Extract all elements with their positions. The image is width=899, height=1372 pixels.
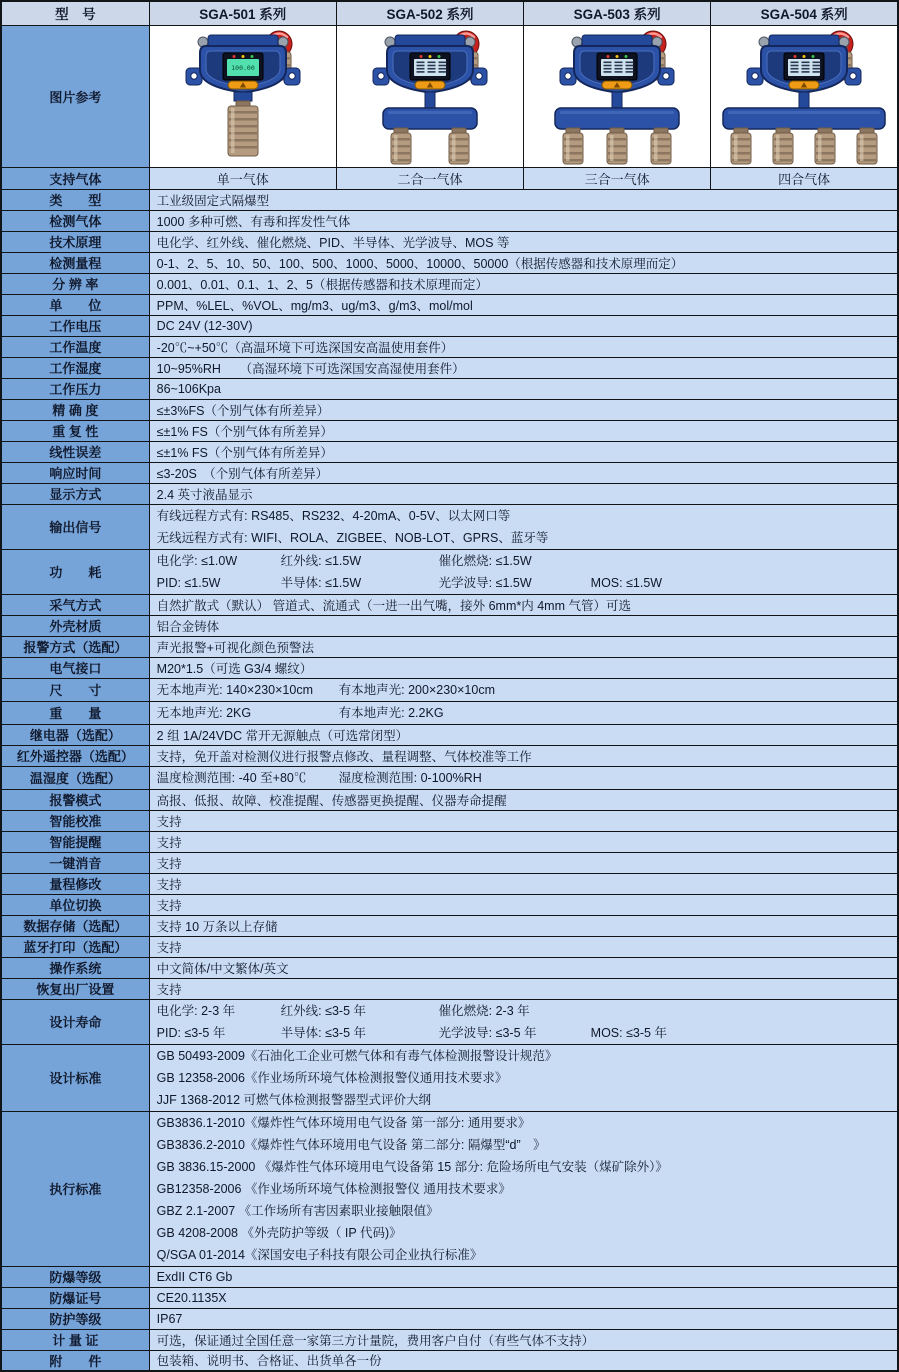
spec-row — [1, 724, 898, 745]
spec-value — [149, 766, 898, 789]
spec-value: CE20.1135X — [149, 1287, 898, 1308]
spec-value-line — [157, 572, 893, 594]
spec-value-segment: 半导体: ≤3-5 年 — [280, 1025, 367, 1040]
spec-value-line — [157, 1000, 893, 1022]
supported-gas-sga-501: 单一气体 — [149, 167, 336, 189]
spec-value-line: Q/SGA 01-2014《深国安电子科技有限公司企业执行标准》 — [156, 1247, 483, 1262]
product-photo-sga-502 — [336, 25, 523, 167]
spec-value-segment: 温度检测范围: -40 至+80℃ — [156, 770, 307, 785]
spec-label: 显示方式 — [1, 483, 149, 504]
spec-row — [1, 420, 898, 441]
spec-value-line: JJF 1368-2012 可燃气体检测报警器型式评价大纲 — [156, 1092, 432, 1107]
spec-label: 报警模式 — [1, 789, 149, 810]
spec-row — [1, 1111, 898, 1266]
spec-row — [1, 873, 898, 894]
spec-value-line: GB 4208-2008 《外壳防护等级（ IP 代码)》 — [156, 1225, 402, 1240]
spec-value-segment: 电化学: ≤1.0W — [156, 553, 238, 568]
spec-value: 0.001、0.01、0.1、1、2、5（根据传感器和技术原理而定） — [149, 273, 898, 294]
spec-label: 恢复出厂设置 — [1, 978, 149, 999]
spec-row — [1, 1350, 898, 1371]
spec-value — [149, 549, 898, 594]
spec-value: PPM、%LEL、%VOL、mg/m3、ug/m3、g/m3、mol/mol — [149, 294, 898, 315]
spec-label: 工作温度 — [1, 336, 149, 357]
spec-value: ≤3-20S （个别气体有所差异） — [149, 462, 898, 483]
spec-value — [149, 1044, 898, 1111]
spec-row — [1, 789, 898, 810]
spec-label: 智能提醒 — [1, 831, 149, 852]
spec-value-line: 有线远程方式有: RS485、RS232、4-20mA、0-5V、以太网口等 — [156, 508, 511, 523]
spec-value: 电化学、红外线、催化燃烧、PID、半导体、光学波导、MOS 等 — [149, 231, 898, 252]
spec-row — [1, 378, 898, 399]
spec-label: 智能校准 — [1, 810, 149, 831]
spec-label: 一键消音 — [1, 852, 149, 873]
spec-row — [1, 594, 898, 615]
spec-value — [149, 999, 898, 1044]
spec-value — [149, 701, 898, 724]
spec-label: 工作电压 — [1, 315, 149, 336]
spec-value: 2.4 英寸液晶显示 — [149, 483, 898, 504]
spec-row — [1, 189, 898, 210]
spec-value: 高报、低报、故障、校准提醒、传感器更换提醒、仪器寿命提醒 — [149, 789, 898, 810]
image-row-label: 图片参考 — [1, 25, 149, 167]
spec-value-segment: MOS: ≤1.5W — [590, 575, 663, 590]
spec-row — [1, 273, 898, 294]
spec-value: 支持，免开盖对检测仪进行报警点修改、量程调整、气体校准等工作 — [149, 745, 898, 766]
supported-gas-label: 支持气体 — [1, 167, 149, 189]
spec-row — [1, 978, 898, 999]
spec-row — [1, 657, 898, 678]
spec-value: 2 组 1A/24VDC 常开无源触点（可选常闭型） — [149, 724, 898, 745]
spec-value-segment: 光学波导: ≤3-5 年 — [438, 1025, 537, 1040]
spec-row — [1, 894, 898, 915]
spec-row — [1, 745, 898, 766]
spec-label: 蓝牙打印（选配） — [1, 936, 149, 957]
spec-label: 精 确 度 — [1, 399, 149, 420]
spec-label: 设计寿命 — [1, 999, 149, 1044]
spec-row — [1, 315, 898, 336]
spec-value-line: GB3836.2-2010《爆炸性气体环境用电气设备 第二部分: 隔爆型“d” 》 — [156, 1137, 546, 1152]
spec-row — [1, 252, 898, 273]
spec-value-line: GB 50493-2009《石油化工企业可燃气体和有毒气体检测报警设计规范》 — [156, 1048, 558, 1063]
spec-value-segment: 湿度检测范围: 0-100%RH — [338, 770, 482, 785]
model-header-sga-502: SGA-502 系列 — [336, 1, 523, 25]
supported-gas-sga-504: 四合气体 — [711, 167, 898, 189]
spec-label: 单位切换 — [1, 894, 149, 915]
spec-row — [1, 483, 898, 504]
spec-value: 支持 — [149, 978, 898, 999]
spec-row — [1, 231, 898, 252]
spec-value-line — [157, 550, 893, 572]
spec-value-segment: 催化燃烧: ≤1.5W — [438, 553, 532, 568]
spec-value-line: GB3836.1-2010《爆炸性气体环境用电气设备 第一部分: 通用要求》 — [156, 1115, 531, 1130]
spec-row — [1, 462, 898, 483]
spec-value: 1000 多种可燃、有毒和挥发性气体 — [149, 210, 898, 231]
spec-value-segment: 光学波导: ≤1.5W — [438, 575, 532, 590]
product-photo-sga-503 — [524, 25, 711, 167]
supported-gas-row — [1, 167, 898, 189]
spec-value-segment: 无本地声光: 140×230×10cm — [156, 682, 313, 697]
spec-row — [1, 549, 898, 594]
spec-row — [1, 852, 898, 873]
spec-label: 输出信号 — [1, 504, 149, 549]
spec-label: 红外遥控器（选配） — [1, 745, 149, 766]
spec-value: 支持 — [149, 852, 898, 873]
spec-value-segment: 催化燃烧: 2-3 年 — [438, 1003, 530, 1018]
spec-row — [1, 999, 898, 1044]
spec-label: 操作系统 — [1, 957, 149, 978]
spec-label: 分 辨 率 — [1, 273, 149, 294]
spec-row — [1, 766, 898, 789]
product-photo-sga-504 — [711, 25, 898, 167]
spec-value: -20℃~+50℃（高温环境下可选深国安高温使用套件） — [149, 336, 898, 357]
spec-value: DC 24V (12-30V) — [149, 315, 898, 336]
spec-value: 声光报警+可视化颜色预警法 — [149, 636, 898, 657]
spec-row — [1, 1308, 898, 1329]
model-header-sga-504: SGA-504 系列 — [711, 1, 898, 25]
product-photo-sga-501 — [149, 25, 336, 167]
spec-value-segment: 无本地声光: 2KG — [156, 705, 252, 720]
spec-value: ≤±1% FS（个别气体有所差异） — [149, 420, 898, 441]
spec-value-segment: MOS: ≤3-5 年 — [590, 1025, 667, 1040]
spec-value-line: GBZ 2.1-2007 《工作场所有害因素职业接触限值》 — [156, 1203, 439, 1218]
model-header-sga-501: SGA-501 系列 — [149, 1, 336, 25]
spec-value: 0-1、2、5、10、50、100、500、1000、5000、10000、50000（根据传感器和技术原理而定） — [149, 252, 898, 273]
spec-value: 86~106Kpa — [149, 378, 898, 399]
spec-value: 可选，保证通过全国任意一家第三方计量院，费用客户自付（有些气体不支持） — [149, 1329, 898, 1350]
spec-value: 包装箱、说明书、合格证、出货单各一份 — [149, 1350, 898, 1371]
svg-text:100.00: 100.00 — [231, 63, 255, 72]
spec-row — [1, 441, 898, 462]
spec-row — [1, 915, 898, 936]
spec-value-segment: 有本地声光: 2.2KG — [338, 705, 444, 720]
spec-value: ≤±3%FS（个别气体有所差异） — [149, 399, 898, 420]
spec-label: 响应时间 — [1, 462, 149, 483]
spec-label: 量程修改 — [1, 873, 149, 894]
spec-value: 支持 — [149, 873, 898, 894]
spec-value-line — [157, 679, 893, 701]
spec-label: 防爆证号 — [1, 1287, 149, 1308]
spec-value — [149, 504, 898, 549]
spec-value-segment: 半导体: ≤1.5W — [280, 575, 362, 590]
model-header-row — [1, 1, 898, 25]
spec-value — [149, 1111, 898, 1266]
spec-label: 功 耗 — [1, 549, 149, 594]
spec-row — [1, 615, 898, 636]
spec-label: 电气接口 — [1, 657, 149, 678]
spec-label: 报警方式（选配） — [1, 636, 149, 657]
spec-row — [1, 678, 898, 701]
spec-value: 10~95%RH （高湿环境下可选深国安高湿使用套件） — [149, 357, 898, 378]
supported-gas-sga-502: 二合一气体 — [336, 167, 523, 189]
spec-row — [1, 1329, 898, 1350]
spec-value-line — [157, 767, 893, 789]
spec-value — [149, 678, 898, 701]
spec-label: 防护等级 — [1, 1308, 149, 1329]
spec-row — [1, 1287, 898, 1308]
spec-label: 继电器（选配） — [1, 724, 149, 745]
spec-label: 检测气体 — [1, 210, 149, 231]
spec-label: 工作湿度 — [1, 357, 149, 378]
spec-value-line: GB 3836.15-2000 《爆炸性气体环境用电气设备第 15 部分: 危险场所电气安装（煤矿除外）》 — [156, 1159, 668, 1174]
spec-row — [1, 399, 898, 420]
spec-value-segment: 有本地声光: 200×230×10cm — [338, 682, 495, 697]
spec-label: 检测量程 — [1, 252, 149, 273]
spec-label: 防爆等级 — [1, 1266, 149, 1287]
model-header-sga-503: SGA-503 系列 — [524, 1, 711, 25]
spec-value: 支持 — [149, 831, 898, 852]
spec-row — [1, 357, 898, 378]
spec-value: IP67 — [149, 1308, 898, 1329]
spec-label: 重 复 性 — [1, 420, 149, 441]
spec-label: 温湿度（选配） — [1, 766, 149, 789]
spec-value-segment: PID: ≤3-5 年 — [156, 1025, 226, 1040]
spec-value-segment: 红外线: ≤1.5W — [280, 553, 362, 568]
spec-row — [1, 810, 898, 831]
spec-label: 附 件 — [1, 1350, 149, 1371]
spec-row — [1, 831, 898, 852]
spec-value: 支持 — [149, 894, 898, 915]
spec-value: M20*1.5（可选 G3/4 螺纹） — [149, 657, 898, 678]
spec-value: 工业级固定式隔爆型 — [149, 189, 898, 210]
spec-value-segment: 红外线: ≤3-5 年 — [280, 1003, 367, 1018]
spec-label: 线性误差 — [1, 441, 149, 462]
spec-label: 单 位 — [1, 294, 149, 315]
spec-value: 中文简体/中文繁体/英文 — [149, 957, 898, 978]
spec-label: 重 量 — [1, 701, 149, 724]
spec-value: 支持 10 万条以上存储 — [149, 915, 898, 936]
spec-label: 技术原理 — [1, 231, 149, 252]
spec-row — [1, 1266, 898, 1287]
spec-value-line: GB 12358-2006《作业场所环境气体检测报警仪通用技术要求》 — [156, 1070, 508, 1085]
spec-value: 自然扩散式（默认） 管道式、流通式（一进一出气嘴，接外 6mm*内 4mm 气管）可选 — [149, 594, 898, 615]
spec-label: 尺 寸 — [1, 678, 149, 701]
spec-label: 计 量 证 — [1, 1329, 149, 1350]
spec-value: ≤±1% FS（个别气体有所差异） — [149, 441, 898, 462]
spec-value-line — [157, 1022, 893, 1044]
model-header-label: 型 号 — [1, 1, 149, 25]
spec-label: 数据存储（选配） — [1, 915, 149, 936]
spec-value: 支持 — [149, 936, 898, 957]
spec-label: 设计标准 — [1, 1044, 149, 1111]
spec-row — [1, 294, 898, 315]
spec-value: 支持 — [149, 810, 898, 831]
spec-row — [1, 701, 898, 724]
spec-row — [1, 336, 898, 357]
spec-row — [1, 936, 898, 957]
spec-label: 执行标准 — [1, 1111, 149, 1266]
spec-value-segment: PID: ≤1.5W — [156, 575, 221, 590]
spec-row — [1, 210, 898, 231]
spec-row — [1, 957, 898, 978]
product-image-row — [1, 25, 898, 167]
spec-row — [1, 636, 898, 657]
spec-label: 工作压力 — [1, 378, 149, 399]
supported-gas-sga-503: 三合一气体 — [524, 167, 711, 189]
spec-value-line — [157, 702, 893, 724]
spec-value: ExdII CT6 Gb — [149, 1266, 898, 1287]
spec-label: 类 型 — [1, 189, 149, 210]
spec-value-line: GB12358-2006 《作业场所环境气体检测报警仪 通用技术要求》 — [156, 1181, 511, 1196]
spec-label: 采气方式 — [1, 594, 149, 615]
spec-row — [1, 1044, 898, 1111]
spec-value: 铝合金铸体 — [149, 615, 898, 636]
spec-value-segment: 电化学: 2-3 年 — [156, 1003, 236, 1018]
spec-value-line: 无线远程方式有: WIFI、ROLA、ZIGBEE、NOB-LOT、GPRS、蓝牙等 — [156, 530, 549, 545]
spec-row — [1, 504, 898, 549]
spec-label: 外壳材质 — [1, 615, 149, 636]
